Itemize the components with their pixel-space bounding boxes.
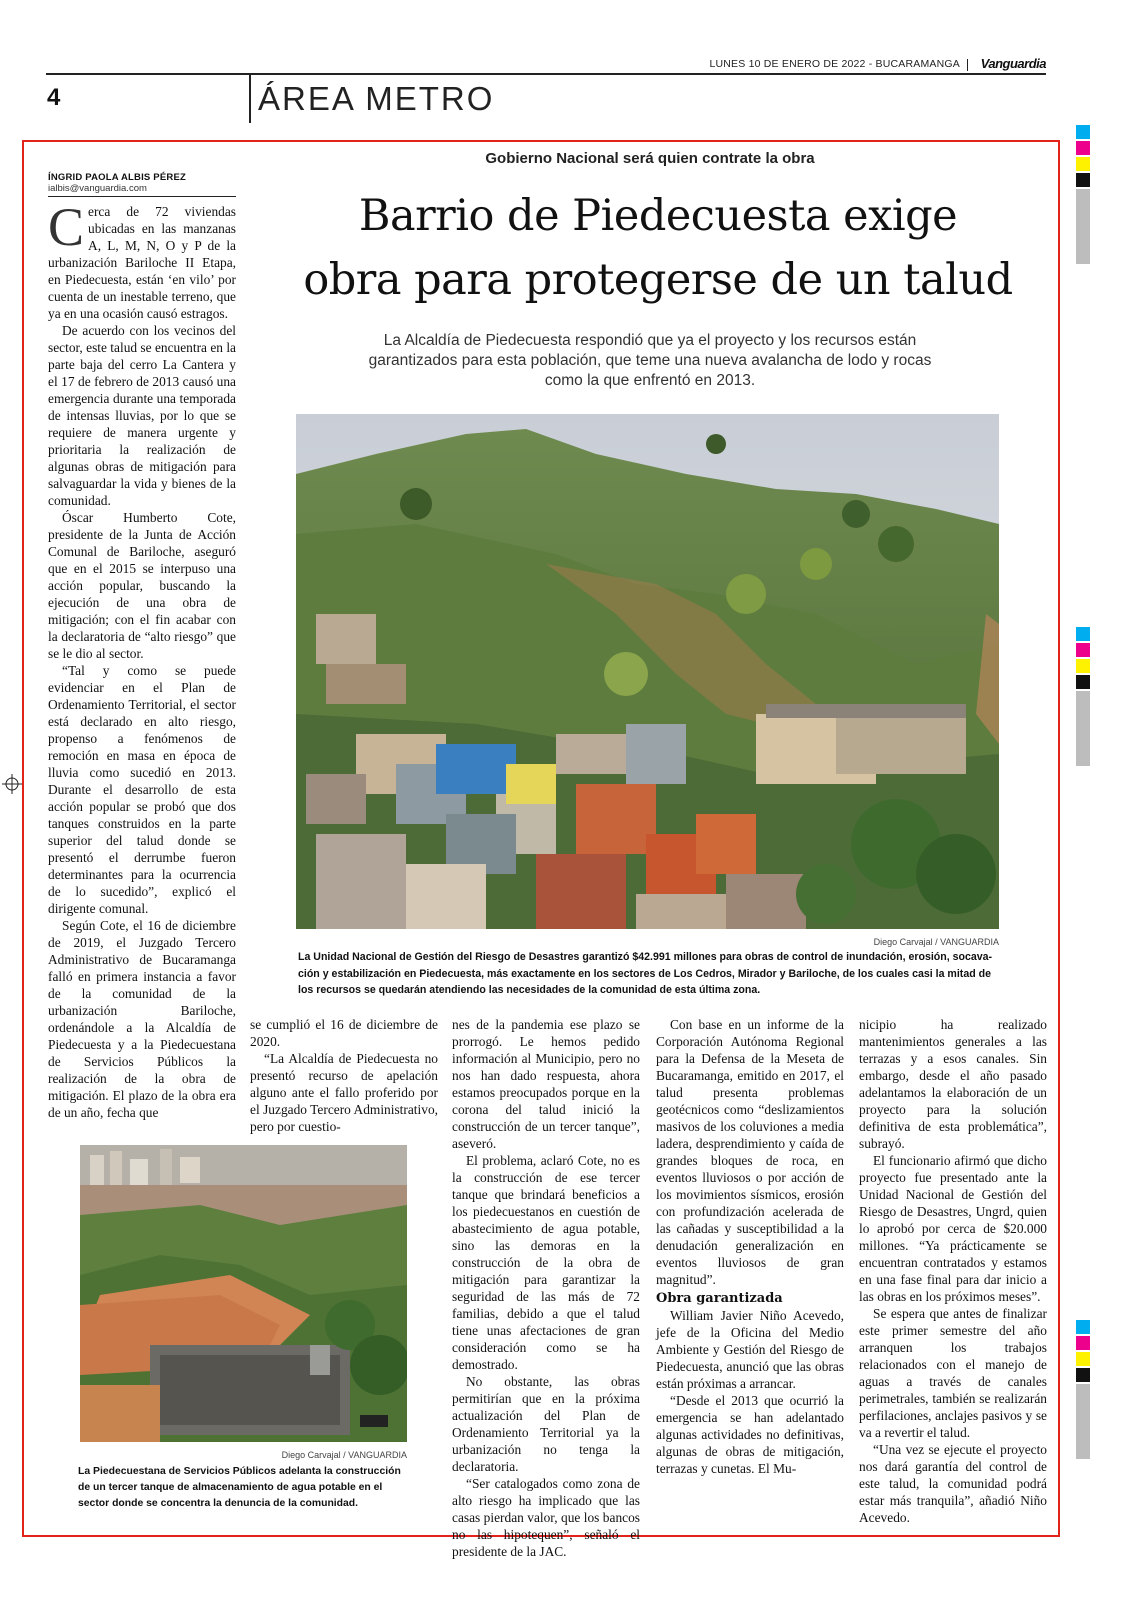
page-number: 4 [47, 84, 61, 111]
black-swatch [1076, 1368, 1090, 1382]
water-tank-construction-image [80, 1145, 407, 1442]
deck-line-3: como la que enfrentó en 2013. [544, 372, 756, 389]
paragraph: El funcionario afirmó que dicho proyecto fue presentado ante la Unidad Nacional de Gestión del Riesgo de Desastres, Ungrd, quien lo aprobó por cerca de $20.000 millones. “Ya prácticamente se encuentran contratados y estamos en una fase final para dar inicio a las obras en los próximos meses”. [859, 1153, 1047, 1304]
cyan-swatch [1076, 125, 1090, 139]
main-photo-credit: Diego Carvajal / VANGUARDIA [873, 937, 999, 947]
registration-mark-icon [2, 774, 22, 794]
column-5 [859, 1016, 1047, 1526]
section-title: ÁREA METRO [258, 80, 495, 117]
section-divider [249, 73, 251, 123]
paragraph: Según Cote, el 16 de diciembre de 2019, el Juzgado Tercero Administrativo de Bucaramanga falló en primera instancia a favor de la comunidad de la urbanización Bariloche, ordenándole a la Alcaldía de Piedecuesta y a la Piedecuestana de Servicios Públicos la realización de la obra de mitigación. El plazo de la obra era de un año, fecha que [48, 918, 236, 1120]
gray-strip [1076, 1384, 1090, 1459]
paragraph: El problema, aclaró Cote, no es la construcción de ese tercer tanque que brindará beneficios a los piedecuestanos en cuestión de abastecimiento de agua potable, sino las demoras en la construcción de la obra de mitigación para garantizar la seguridad de las más de 72 familias, debido a que el talud tiene unas afectaciones de gran consideración como se ha demostrado. [452, 1153, 640, 1372]
paragraph: Con base en un informe de la Corporación Autónoma Regional para la Defensa de la Meseta de Bucaramanga, emitido en 2017, el talud presenta problemas geotécnicos como “deslizamientos masivos de los coluviones a media ladera, desprendimiento y caída de grandes bloques de roca, en eventos lluviosos o por acción de los movimientos sísmicos, erosión con profundización acelerada de las cañadas y susceptibilidad a la denudación generalización en eventos lluviosos de gran magnitud”. [656, 1017, 844, 1287]
cyan-swatch [1076, 1320, 1090, 1334]
paragraph: De acuerdo con los vecinos del sector, este talud se encuentra en la parte baja del cerro La Cantera y el 17 de febrero de 2013 causó una emergencia durante una temporada de intensas lluvias, por lo que se requiere de manera urgente y prioritaria la realización de algunas obras de mitigación para salvaguardar la vida y bienes de la comunidad. [48, 323, 236, 508]
black-swatch [1076, 675, 1090, 689]
column-1 [48, 197, 236, 1121]
hillside-neighborhood-image [296, 414, 999, 929]
column-4 [656, 1016, 844, 1477]
headline [288, 184, 1028, 312]
yellow-swatch [1076, 157, 1090, 171]
magenta-swatch [1076, 141, 1090, 155]
second-photo-caption: La Piedecuestana de Servicios Públicos adelanta la construcción de un tercer tanque de almacenamiento de agua potable en el sector donde se concentra la denuncia de la comunidad. [78, 1466, 401, 1509]
paragraph: se cumplió el 16 de diciembre de 2020. [250, 1017, 438, 1049]
paragraph: “Una vez se ejecute el proyecto nos dará garantía del control de este talud, la comunidad podrá estar más tranquila”, añadió Niño Acevedo. [859, 1442, 1047, 1525]
color-bar-top [1076, 125, 1090, 264]
color-bar-middle [1076, 627, 1090, 766]
drop-cap: C [48, 197, 85, 257]
color-bar-bottom [1076, 1320, 1090, 1459]
paragraph: No obstante, las obras permitirían que en la próxima actualización del Plan de Ordenamiento Territorial ya la urbanización no tenga la declaratoria. [452, 1374, 640, 1474]
subhead: Obra garantizada [656, 1291, 783, 1306]
black-swatch [1076, 173, 1090, 187]
gray-strip [1076, 691, 1090, 766]
paragraph-text: erca de 72 viviendas ubicadas en las manzanas A, L, M, N, O y P de la urbanización Bariloche II Etapa, en Piedecuesta, están ‘en vilo’ por cuenta de un inestable terreno, que ya en una ocasión causó estragos. [48, 204, 236, 321]
paragraph: Se espera que antes de finalizar este primer semestre del año arranquen los trabajos relacionados con el manejo de aguas a través de canales perimetrales, también se realizarán perfilaciones, anclajes pasivos y se va a revertir el talud. [859, 1306, 1047, 1440]
brand-logo: Vanguardia [980, 56, 1046, 71]
paragraph: nicipio ha realizado mantenimientos generales a las terrazas y a esos canales. Sin embargo, desde el año pasado adelantamos la elaboración de un proyecto para la solución definitiva de esta problemática”, subrayó. [859, 1017, 1047, 1151]
column-2 [250, 1016, 438, 1135]
deck-line-1: La Alcaldía de Piedecuesta respondió que ya el proyecto y los recursos están [383, 332, 917, 349]
yellow-swatch [1076, 659, 1090, 673]
paragraph: “Desde el 2013 que ocurrió la emergencia se han adelantado algunas actividades no definitivas, algunas de obras de mitigación, terrazas y cunetas. El Mu- [656, 1393, 844, 1476]
magenta-swatch [1076, 643, 1090, 657]
paragraph: William Javier Niño Acevedo, jefe de la Oficina del Medio Ambiente y Gestión del Riesgo de Piedecuesta, anunció que las obras están próximas a arrancar. [656, 1308, 844, 1391]
kicker: Gobierno Nacional será quien contrate la obra [485, 150, 815, 167]
paragraph: nes de la pandemia ese plazo se prorrogó. Le hemos pedido información al Municipio, pero no nos han dado respuesta, ahora estamos preocupados porque en la corona del talud inició la construcción de un tercer tanque”, aseveró. [452, 1017, 640, 1151]
headline-line-2: obra para protegerse de un talud [303, 255, 1013, 305]
paragraph: “Tal y como se puede evidenciar en el Plan de Ordenamiento Territorial, el sector está declarado en alto riesgo, propenso a fenómenos de remoción en masa en época de lluvia como sucedió en 2013. Durante el desarrollo de esta acción popular se probó que dos tanques construidos en la parte superior del talud donde se presentó el derrumbe fueron determinantes para la ocurrencia de lo sucedido”, explicó el dirigente comunal. [48, 663, 236, 916]
author-email: ialbis@vanguardia.com [48, 183, 147, 194]
paragraph: Óscar Humberto Cote, presidente de la Junta de Acción Comunal de Bariloche, aseguró que en el 2015 se interpuso una acción popular, buscando la ejecución de una obra de mitigación; con el fin acabar con la declaratoria de “alto riesgo” que se le dio al sector. [48, 510, 236, 661]
second-photo [80, 1145, 407, 1442]
yellow-swatch [1076, 1352, 1090, 1366]
header-rule [46, 73, 1046, 75]
author-name: ÍNGRID PAOLA ALBIS PÉREZ [48, 172, 186, 183]
second-photo-credit: Diego Carvajal / VANGUARDIA [281, 1450, 407, 1460]
dateline: LUNES 10 DE ENERO DE 2022 - BUCARAMANGA [709, 58, 960, 70]
main-photo-caption: La Unidad Nacional de Gestión del Riesgo de Desastres garantizó $42.991 millones para obras de control de inundación, erosión, socava- ción y estabilización en Piedecuesta, más exactamente en los sectores de Los Cedros, Mirador y Bariloche, de los cuales casi la mitad de los recursos se quedarán atendiendo las necesidades de la comunidad de esta última zona. [298, 951, 993, 996]
paragraph [48, 197, 236, 322]
gray-strip [1076, 189, 1090, 264]
column-3 [452, 1016, 640, 1560]
headline-line-1: Barrio de Piedecuesta exige [358, 191, 958, 241]
main-photo [296, 414, 999, 929]
cyan-swatch [1076, 627, 1090, 641]
paragraph: “Ser catalogados como zona de alto riesgo ha implicado que las casas pierdan valor, que los bancos no las hipotequen”, señaló el presidente de la JAC. [452, 1476, 640, 1559]
deck [300, 331, 1000, 391]
deck-line-2: garantizados para esta población, que teme una nueva avalancha de lodo y rocas [368, 352, 932, 369]
dateline-separator [967, 59, 968, 71]
page-header [46, 56, 1046, 126]
magenta-swatch [1076, 1336, 1090, 1350]
paragraph: “La Alcaldía de Piedecuesta no presentó recurso de apelación alguno ante el fallo proferido por el Juzgado Tercero Administrativo, pero por cuestio- [250, 1051, 438, 1134]
